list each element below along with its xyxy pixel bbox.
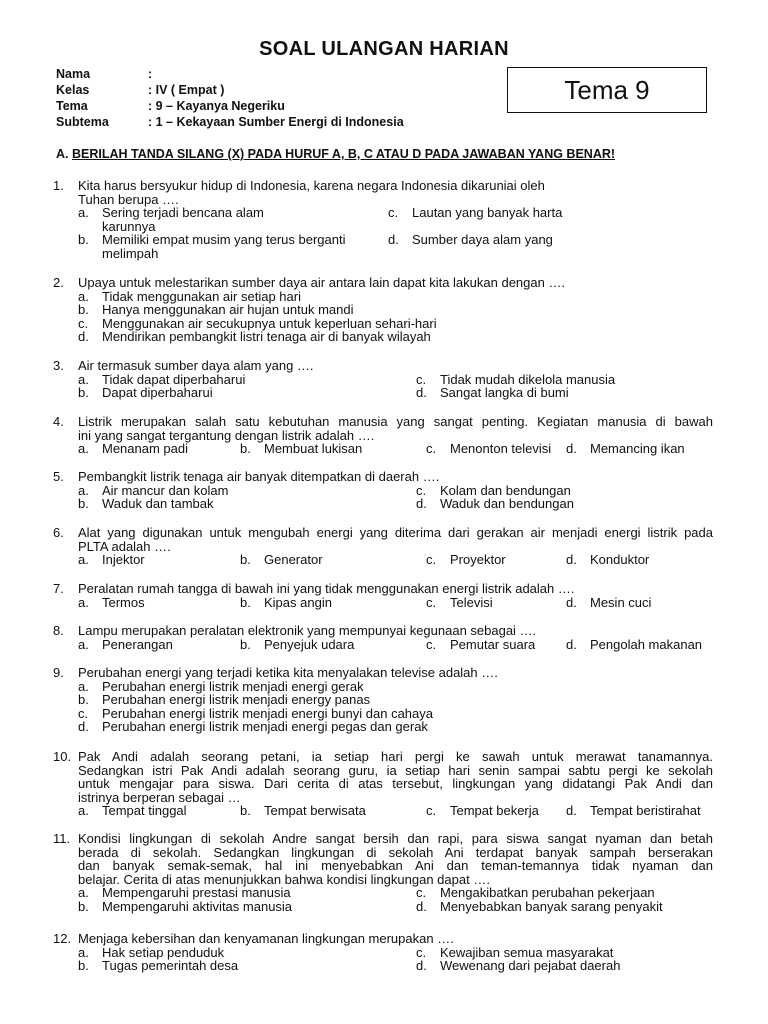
option-a[interactable] (78, 946, 416, 960)
option-text: Mendirikan pembangkit listri tenaga air di banyak wilayah (102, 329, 431, 345)
info-row-nama (56, 67, 404, 83)
option-letter: b. (240, 803, 251, 819)
option-letter: a. (78, 371, 89, 387)
option-text: Dapat diperbaharui (102, 385, 213, 401)
option-letter: b. (78, 958, 89, 974)
option-letter: c. (78, 705, 89, 721)
option-a[interactable] (78, 290, 713, 304)
option-letter: c. (416, 885, 427, 901)
page-title: SOAL ULANGAN HARIAN (259, 38, 509, 60)
option-text: Injektor (102, 552, 145, 568)
option-text: Perubahan energi listrik menjadi energi bunyi dan cahaya (102, 705, 433, 721)
option-text: Menyebabkan banyak sarang penyakit (440, 898, 663, 914)
option-b[interactable] (240, 804, 426, 818)
option-letter: b. (240, 636, 251, 652)
option-letter: c. (78, 315, 89, 331)
option-text: Tempat beristirahat (590, 803, 701, 819)
question-3 (53, 359, 713, 400)
option-b[interactable] (78, 386, 416, 400)
option-text: Hanya menggunakan air hujan untuk mandi (102, 302, 354, 318)
option-c[interactable] (426, 442, 566, 456)
option-c[interactable] (426, 596, 566, 610)
option-a-continued (78, 220, 155, 234)
info-label: Nama (56, 67, 91, 81)
option-letter: a. (78, 885, 89, 901)
option-letter: d. (78, 329, 89, 345)
options (78, 638, 713, 652)
question-number: 12. (53, 931, 72, 946)
question-10 (53, 750, 713, 818)
option-letter: a. (78, 594, 89, 610)
option-text: Mesin cuci (590, 594, 652, 610)
option-letter: c. (388, 205, 399, 221)
option-letter: c. (426, 594, 437, 610)
option-text: Televisi (450, 594, 493, 610)
options (78, 206, 713, 260)
option-text: Lautan yang banyak harta (412, 205, 563, 221)
option-letter: c. (416, 371, 427, 387)
question-12 (53, 932, 713, 973)
question-stem-line: untuk mengajar para siswa. Dari cerita di atas tersebut, lingkungan yang didatangi Pak Andi dan (78, 776, 713, 792)
option-letter: c. (426, 552, 437, 568)
option-letter: c. (416, 944, 427, 960)
option-letter: c. (426, 636, 437, 652)
option-text: Waduk dan bendungan (440, 496, 574, 512)
question-stem-line: Kondisi lingkungan di sekolah Andre sangat bersih dan rapi, para siswa sangat nyaman dan betah (78, 831, 713, 846)
question-stem-line: Menjaga kebersihan dan kenyamanan lingkungan merupakan …. (78, 931, 454, 946)
option-a[interactable] (78, 206, 388, 220)
option-c[interactable] (416, 946, 613, 960)
option-letter: a. (78, 678, 89, 694)
option-text: Air mancur dan kolam (102, 482, 229, 498)
option-text: Kolam dan bendungan (440, 482, 571, 498)
question-stem-line: Air termasuk sumber daya alam yang …. (78, 358, 314, 373)
options (78, 886, 713, 913)
info-label: Subtema (56, 115, 109, 129)
info-label: Kelas (56, 83, 90, 97)
question-number: 10. (53, 749, 72, 764)
option-letter: d. (566, 552, 577, 568)
option-a[interactable] (78, 638, 240, 652)
option-a[interactable] (78, 596, 240, 610)
option-a[interactable] (78, 553, 240, 567)
option-text: Tempat bekerja (450, 803, 539, 819)
option-text: Proyektor (450, 552, 506, 568)
option-text: Tugas pemerintah desa (102, 958, 239, 974)
option-d[interactable] (566, 596, 651, 610)
question-1 (53, 179, 713, 261)
option-b[interactable] (78, 693, 713, 707)
option-letter: b. (78, 692, 89, 708)
question-number: 3. (53, 358, 64, 373)
student-info (56, 67, 404, 131)
options (78, 680, 713, 734)
question-stem-line: ini yang sangat tergantung dengan listrik adalah …. (78, 427, 375, 443)
info-row-tema (56, 99, 404, 115)
option-a[interactable] (78, 680, 713, 694)
question-5 (53, 470, 713, 511)
question-stem-line: Upaya untuk melestarikan sumber daya air antara lain dapat kita lakukan dengan …. (78, 275, 566, 290)
question-2 (53, 276, 713, 344)
option-text: Pengolah makanan (590, 636, 703, 652)
option-text: Penyejuk udara (264, 636, 355, 652)
option-letter: b. (78, 302, 89, 318)
question-7 (53, 582, 713, 609)
info-row-subtema (56, 115, 404, 131)
option-d[interactable] (388, 233, 553, 247)
info-value: : (148, 67, 153, 81)
option-text: Menonton televisi (450, 441, 552, 457)
question-stem-line: berada di sekolah. Sedangkan lingkungan di sekolah Ani terdapat banyak sampah berserakan (78, 844, 713, 860)
option-a[interactable] (78, 442, 240, 456)
option-letter: d. (416, 958, 427, 974)
option-text: Waduk dan tambak (102, 496, 214, 512)
options (78, 484, 713, 511)
option-letter: d. (566, 441, 577, 457)
option-letter: b. (78, 385, 89, 401)
option-letter: a. (78, 944, 89, 960)
question-number: 4. (53, 414, 64, 429)
options (78, 804, 713, 818)
option-d[interactable] (566, 638, 702, 652)
option-c[interactable] (78, 317, 713, 331)
option-text: Tidak dapat diperbaharui (102, 371, 246, 387)
option-letter: b. (78, 898, 89, 914)
option-letter: c. (426, 803, 437, 819)
option-d[interactable] (566, 442, 685, 456)
option-c[interactable] (426, 553, 566, 567)
option-c[interactable] (416, 886, 655, 900)
option-letter: b. (240, 552, 251, 568)
options (78, 373, 713, 400)
section-prefix: A. (56, 147, 69, 161)
question-number: 5. (53, 469, 64, 484)
option-text: Tidak menggunakan air setiap hari (102, 288, 301, 304)
question-number: 9. (53, 665, 64, 680)
option-text: Tempat berwisata (264, 803, 366, 819)
option-letter: d. (566, 594, 577, 610)
option-c[interactable] (426, 804, 566, 818)
option-text: Pemutar suara (450, 636, 536, 652)
option-text: melimpah (102, 245, 159, 261)
question-9 (53, 666, 713, 734)
info-value: : 9 – Kayanya Negeriku (148, 99, 285, 113)
option-letter: a. (78, 552, 89, 568)
question-stem-line: Tuhan berupa …. (78, 191, 179, 207)
option-d[interactable] (78, 330, 713, 344)
options (78, 946, 713, 973)
info-row-kelas (56, 83, 404, 99)
option-text: Menanam padi (102, 441, 188, 457)
question-stem-line: dan banyak semak-semak, hal ini menyebabkan Ani dan teman-temannya tidak nyaman dan (78, 858, 713, 874)
option-text: Mengakibatkan perubahan pekerjaan (440, 885, 655, 901)
option-b[interactable] (78, 497, 416, 511)
option-letter: d. (416, 898, 427, 914)
question-number: 8. (53, 623, 64, 638)
option-text: Memiliki empat musim yang terus berganti (102, 232, 346, 248)
question-6 (53, 526, 713, 567)
option-text: Membuat lukisan (264, 441, 363, 457)
option-letter: d. (566, 803, 577, 819)
option-b[interactable] (240, 638, 426, 652)
option-letter: a. (78, 803, 89, 819)
question-stem-line: Alat yang digunakan untuk mengubah energi yang diterima dari gerakan air menjadi energi listrik pada (78, 525, 713, 540)
option-text: Konduktor (590, 552, 650, 568)
question-stem-line: Peralatan rumah tangga di bawah ini yang tidak menggunakan energi listrik adalah …. (78, 581, 575, 596)
question-stem-line: istrinya berperan sebagai … (78, 789, 241, 805)
option-c[interactable] (416, 373, 615, 387)
option-b[interactable] (240, 442, 426, 456)
option-text: Tempat tinggal (102, 803, 187, 819)
option-text: Sumber daya alam yang (412, 232, 553, 248)
question-number: 6. (53, 525, 64, 540)
option-d[interactable] (416, 386, 569, 400)
option-text: Kewajiban semua masyarakat (440, 944, 614, 960)
option-letter (78, 247, 102, 261)
question-stem-line: Listrik merupakan salah satu kebutuhan manusia yang sangat penting. Kegiatan manusia di bawah (78, 414, 713, 429)
options (78, 442, 713, 456)
option-text: Perubahan energi listrik menjadi energi gerak (102, 678, 364, 694)
option-letter: a. (78, 288, 89, 304)
option-letter: a. (78, 482, 89, 498)
option-d[interactable] (566, 804, 701, 818)
question-number: 7. (53, 581, 64, 596)
option-c[interactable] (416, 484, 571, 498)
option-letter: d. (78, 719, 89, 735)
options (78, 290, 713, 344)
option-text: Perubahan energi listrik menjadi energy panas (102, 692, 371, 708)
option-a[interactable] (78, 484, 416, 498)
option-text: Wewenang dari pejabat daerah (440, 958, 621, 974)
option-text: Hak setiap penduduk (102, 944, 225, 960)
option-text: Perubahan energi listrik menjadi energi pegas dan gerak (102, 719, 428, 735)
question-11 (53, 832, 713, 914)
option-a[interactable] (78, 373, 416, 387)
option-d[interactable] (416, 497, 574, 511)
option-letter (78, 220, 102, 234)
option-b[interactable] (78, 233, 388, 247)
question-stem-line: Perubahan energi yang terjadi ketika kita menyalakan televise adalah …. (78, 665, 498, 680)
option-text: Sangat langka di bumi (440, 385, 569, 401)
question-stem-line: Kita harus bersyukur hidup di Indonesia, karena negara Indonesia dikaruniai oleh (78, 178, 545, 193)
option-text: Mempengaruhi aktivitas manusia (102, 898, 293, 914)
option-b[interactable] (240, 553, 426, 567)
option-letter: c. (416, 482, 427, 498)
question-8 (53, 624, 713, 651)
question-stem-line: PLTA adalah …. (78, 538, 171, 554)
section-instruction (56, 147, 615, 161)
option-letter: b. (240, 594, 251, 610)
option-b[interactable] (78, 303, 713, 317)
option-text: Penerangan (102, 636, 173, 652)
options (78, 553, 713, 567)
option-text: Kipas angin (264, 594, 332, 610)
option-text: karunnya (102, 218, 156, 234)
option-c[interactable] (426, 638, 566, 652)
option-text: Memancing ikan (590, 441, 685, 457)
question-stem-line: Pak Andi adalah seorang petani, ia setiap hari pergi ke sawah untuk merawat tanamannya. (78, 749, 713, 764)
option-letter: a. (78, 441, 89, 457)
option-letter: c. (426, 441, 437, 457)
section-instruction-text: BERILAH TANDA SILANG (X) PADA HURUF A, B, C ATAU D PADA JAWABAN YANG BENAR! (71, 147, 616, 161)
option-d[interactable] (566, 553, 649, 567)
question-stem-line: belajar. Cerita di atas menunjukkan bahwa kondisi lingkungan dapat …. (78, 871, 490, 887)
option-d[interactable] (416, 900, 663, 914)
option-b[interactable] (78, 900, 416, 914)
options (78, 596, 713, 610)
option-b[interactable] (78, 959, 416, 973)
option-letter: a. (78, 636, 89, 652)
question-4 (53, 415, 713, 456)
question-number: 2. (53, 275, 64, 290)
option-text: Menggunakan air secukupnya untuk keperluan sehari-hari (102, 315, 437, 331)
option-a[interactable] (78, 886, 416, 900)
question-number: 11. (53, 831, 71, 846)
option-b-continued (78, 247, 158, 261)
question-number: 1. (53, 178, 64, 193)
option-c[interactable] (388, 206, 562, 220)
option-letter: d. (416, 385, 427, 401)
option-text: Mempengaruhi prestasi manusia (102, 885, 291, 901)
tema-box: Tema 9 (507, 67, 707, 113)
option-letter: b. (240, 441, 251, 457)
option-letter: d. (388, 232, 399, 248)
option-c[interactable] (78, 707, 713, 721)
option-letter: d. (566, 636, 577, 652)
question-stem-line: Lampu merupakan peralatan elektronik yang mempunyai kegunaan sebagai …. (78, 623, 537, 638)
info-value: : IV ( Empat ) (148, 83, 225, 97)
option-letter: d. (416, 496, 427, 512)
question-stem-line: Sedangkan istri Pak Andi adalah seorang guru, ia setiap hari senin sampai sabtu pergi ke sekolah (78, 762, 713, 778)
option-a[interactable] (78, 804, 240, 818)
option-d[interactable] (416, 959, 620, 973)
info-value: : 1 – Kekayaan Sumber Energi di Indonesia (148, 115, 404, 129)
option-text: Generator (264, 552, 323, 568)
option-text: Sering terjadi bencana alam (102, 205, 264, 221)
option-letter: a. (78, 205, 89, 221)
info-label: Tema (56, 99, 88, 113)
option-text: Termos (102, 594, 145, 610)
option-letter: b. (78, 232, 89, 248)
question-stem-line: Pembangkit listrik tenaga air banyak ditempatkan di daerah …. (78, 469, 440, 484)
option-b[interactable] (240, 596, 426, 610)
option-text: Tidak mudah dikelola manusia (440, 371, 616, 387)
option-letter: b. (78, 496, 89, 512)
option-d[interactable] (78, 720, 713, 734)
